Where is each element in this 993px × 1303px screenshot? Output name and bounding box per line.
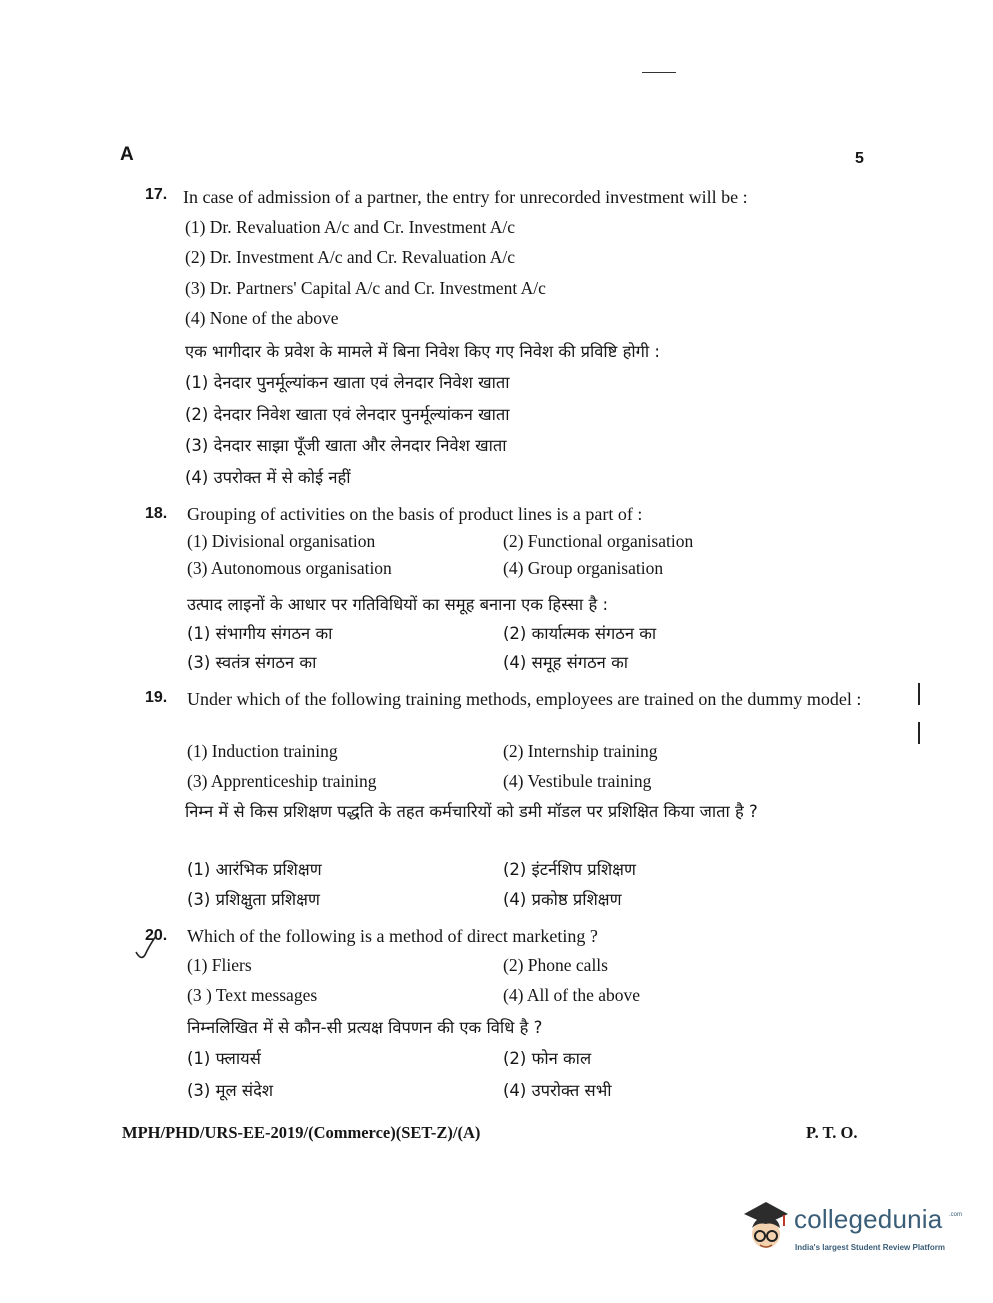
brand-suffix: .com <box>949 1212 963 1218</box>
question-18-option-2: (2) Functional organisation <box>503 531 694 551</box>
question-19-hindi-option-4: (4) प्रकोष्ठ प्रशिक्षण <box>503 890 622 909</box>
question-19-option-1: (1) Induction training <box>187 741 338 761</box>
question-20-hindi-option-1: (1) फ्लायर्स <box>187 1049 261 1068</box>
question-17-option-2: (2) Dr. Investment A/c and Cr. Revaluation A/c <box>185 247 516 267</box>
question-19-hindi-option-1: (1) आरंभिक प्रशिक्षण <box>187 860 322 879</box>
question-19-number: 19. <box>145 689 168 706</box>
question-17-hindi-option-3: (3) देनदार साझा पूँजी खाता और लेनदार निवेश खाता <box>185 436 507 455</box>
question-20-hindi-text: निम्नलिखित में से कौन-सी प्रत्यक्ष विपणन की एक विधि है ? <box>187 1018 543 1037</box>
question-19-hindi-option-2: (2) इंटर्नशिप प्रशिक्षण <box>503 860 636 879</box>
question-18-option-1: (1) Divisional organisation <box>187 531 376 551</box>
pen-tick-mark <box>132 934 158 964</box>
question-18-hindi-text: उत्पाद लाइनों के आधार पर गतिविधियों का समूह बनाना एक हिस्सा है : <box>187 595 609 614</box>
question-17-hindi-option-1: (1) देनदार पुनर्मूल्यांकन खाता एवं लेनदार निवेश खाता <box>185 373 510 392</box>
pto-label: P. T. O. <box>806 1123 858 1142</box>
question-18-text: Grouping of activities on the basis of product lines is a part of : <box>187 504 643 524</box>
series-label: A <box>120 144 134 165</box>
question-17-option-1: (1) Dr. Revaluation A/c and Cr. Investment A/c <box>185 217 516 237</box>
question-18-hindi-option-1: (1) संभागीय संगठन का <box>187 624 333 643</box>
question-18-hindi-option-2: (2) कार्यात्मक संगठन का <box>503 624 657 643</box>
question-19-option-2: (2) Internship training <box>503 741 658 761</box>
question-20-hindi-option-3: (3) मूल संदेश <box>187 1081 274 1100</box>
question-20-option-1: (1) Fliers <box>187 955 252 975</box>
question-19-option-3: (3) Apprenticeship training <box>187 771 377 791</box>
mascot-icon <box>738 1198 792 1258</box>
brand-tagline: India's largest Student Review Platform <box>795 1243 945 1252</box>
question-19-text: Under which of the following training methods, employees are trained on the dummy model : <box>187 689 862 709</box>
question-20-option-2: (2) Phone calls <box>503 955 608 975</box>
collegedunia-logo <box>738 1198 963 1266</box>
question-17-number: 17. <box>145 186 168 203</box>
question-19-hindi-text: निम्न में से किस प्रशिक्षण पद्धति के तहत कर्मचारियों को डमी मॉडल पर प्रशिक्षित किया जाता है ? <box>185 802 758 821</box>
question-17-hindi-option-4: (4) उपरोक्त में से कोई नहीं <box>185 468 351 487</box>
paper-code: MPH/PHD/URS-EE-2019/(Commerce)(SET-Z)/(A) <box>122 1123 481 1142</box>
question-17-option-3: (3) Dr. Partners' Capital A/c and Cr. Investment A/c <box>185 278 546 298</box>
question-20-option-4: (4) All of the above <box>503 985 641 1005</box>
question-18-hindi-option-4: (4) समूह संगठन का <box>503 653 629 672</box>
question-18-option-3: (3) Autonomous organisation <box>187 558 392 578</box>
question-17-text: In case of admission of a partner, the entry for unrecorded investment will be : <box>183 187 748 207</box>
question-20-option-3: (3 ) Text messages <box>187 985 318 1005</box>
margin-mark <box>918 722 920 744</box>
question-19-hindi-option-3: (3) प्रशिक्षुता प्रशिक्षण <box>187 890 320 909</box>
top-dash-mark <box>642 72 676 73</box>
question-18-option-4: (4) Group organisation <box>503 558 664 578</box>
question-19-option-4: (4) Vestibule training <box>503 771 652 791</box>
question-20-number: 20. <box>145 927 168 944</box>
question-17-option-4: (4) None of the above <box>185 308 339 328</box>
question-20-text: Which of the following is a method of direct marketing ? <box>187 926 598 946</box>
brand-name: collegedunia <box>794 1204 943 1234</box>
question-20-hindi-option-4: (4) उपरोक्त सभी <box>503 1081 612 1100</box>
question-17-hindi-text: एक भागीदार के प्रवेश के मामले में बिना निवेश किए गए निवेश की प्रविष्टि होगी : <box>185 342 660 361</box>
question-18-number: 18. <box>145 505 168 522</box>
question-20-hindi-option-2: (2) फोन काल <box>503 1049 592 1068</box>
margin-mark <box>918 683 920 705</box>
page-number: 5 <box>855 150 864 167</box>
question-17-hindi-option-2: (2) देनदार निवेश खाता एवं लेनदार पुनर्मूल्यांकन खाता <box>185 405 510 424</box>
question-18-hindi-option-3: (3) स्वतंत्र संगठन का <box>187 653 317 672</box>
